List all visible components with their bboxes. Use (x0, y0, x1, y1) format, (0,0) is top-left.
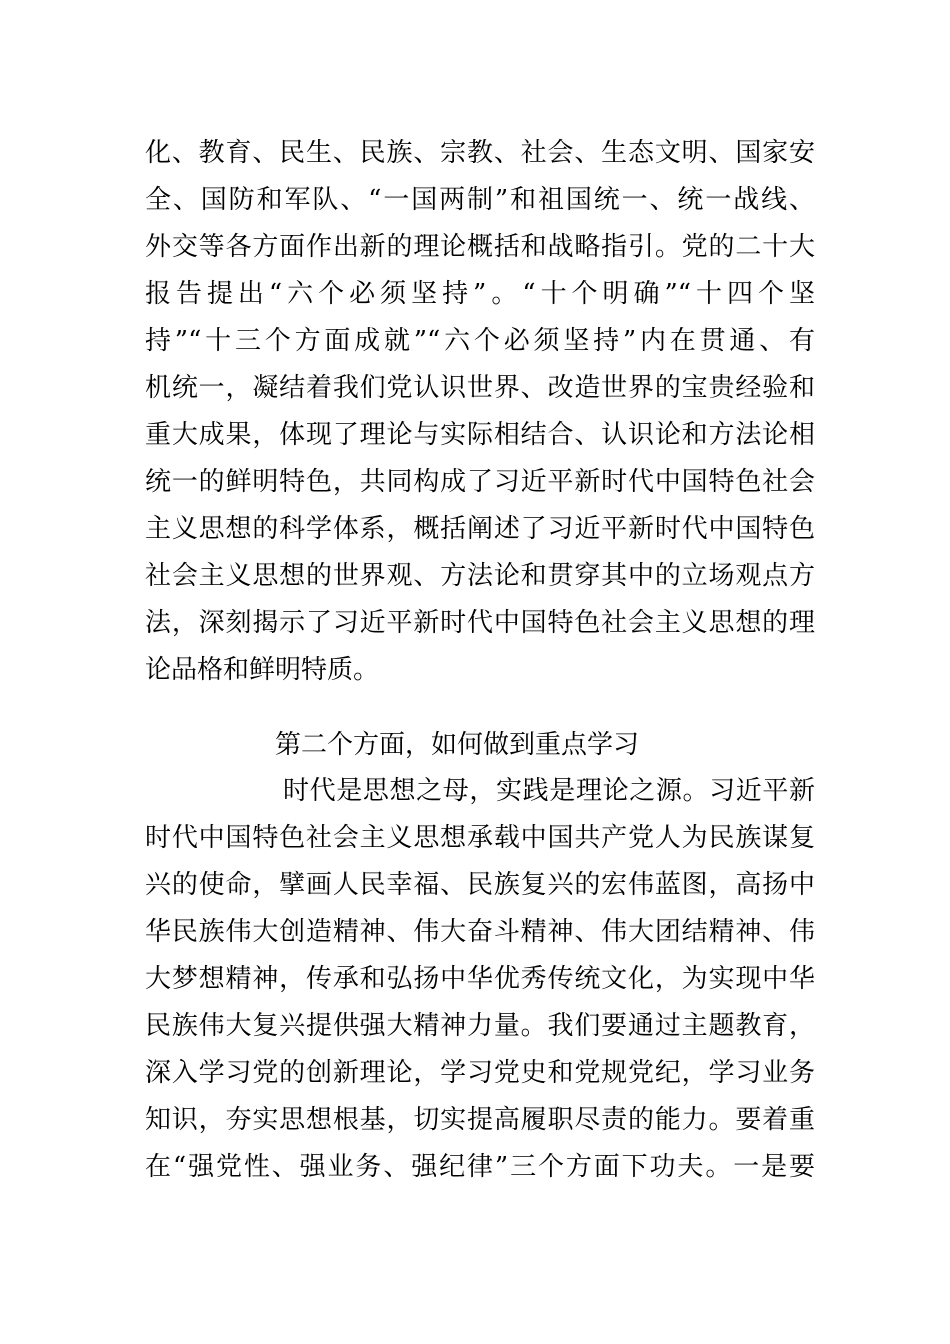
body-text-line: 论品格和鲜明特质。 (145, 655, 380, 685)
body-text-line: 知识，夯实思想根基，切实提高履职尽责的能力。要着重 (145, 1105, 815, 1135)
body-text-line: 时代中国特色社会主义思想承载中国共产党人为民族谋复 (145, 823, 815, 853)
body-text-line: 化、教育、民生、民族、宗教、社会、生态文明、国家安 (145, 138, 815, 168)
body-text-line: 民族伟大复兴提供强大精神力量。我们要通过主题教育， (145, 1011, 815, 1041)
body-text-line: 外交等各方面作出新的理论概括和战略指引。党的二十大 (145, 232, 815, 262)
body-text-line: 兴的使命，擘画人民幸福、民族复兴的宏伟蓝图，高扬中 (145, 870, 815, 900)
body-text-line: 深入学习党的创新理论，学习党史和党规党纪，学习业务 (145, 1058, 815, 1088)
body-text-line: 报告提出“六个必须坚持”。“十个明确”“十四个坚 (145, 279, 815, 309)
body-text-line: 法，深刻揭示了习近平新时代中国特色社会主义思想的理 (145, 608, 815, 638)
body-text-line: 社会主义思想的世界观、方法论和贯穿其中的立场观点方 (145, 561, 815, 591)
body-text-line: 全、国防和军队、“一国两制”和祖国统一、统一战线、 (145, 185, 815, 215)
body-text-line: 在“强党性、强业务、强纪律”三个方面下功夫。一是要 (145, 1152, 815, 1182)
body-text-line: 重大成果，体现了理论与实际相结合、认识论和方法论相 (145, 420, 815, 450)
section-heading-text: 第二个方面，如何做到重点学习 (275, 730, 640, 760)
body-text-line: 华民族伟大创造精神、伟大奋斗精神、伟大团结精神、伟 (145, 917, 815, 947)
body-text-line: 主义思想的科学体系，概括阐述了习近平新时代中国特色 (145, 514, 815, 544)
body-text-line: 时代是思想之母，实践是理论之源。习近平新 (283, 776, 815, 806)
body-text-line: 统一的鲜明特色，共同构成了习近平新时代中国特色社会 (145, 467, 815, 497)
body-text-line: 大梦想精神，传承和弘扬中华优秀传统文化，为实现中华 (145, 964, 815, 994)
body-text-line: 持”“十三个方面成就”“六个必须坚持”内在贯通、有 (145, 326, 815, 356)
body-text-line: 机统一，凝结着我们党认识世界、改造世界的宝贵经验和 (145, 373, 815, 403)
section-heading (0, 725, 950, 765)
